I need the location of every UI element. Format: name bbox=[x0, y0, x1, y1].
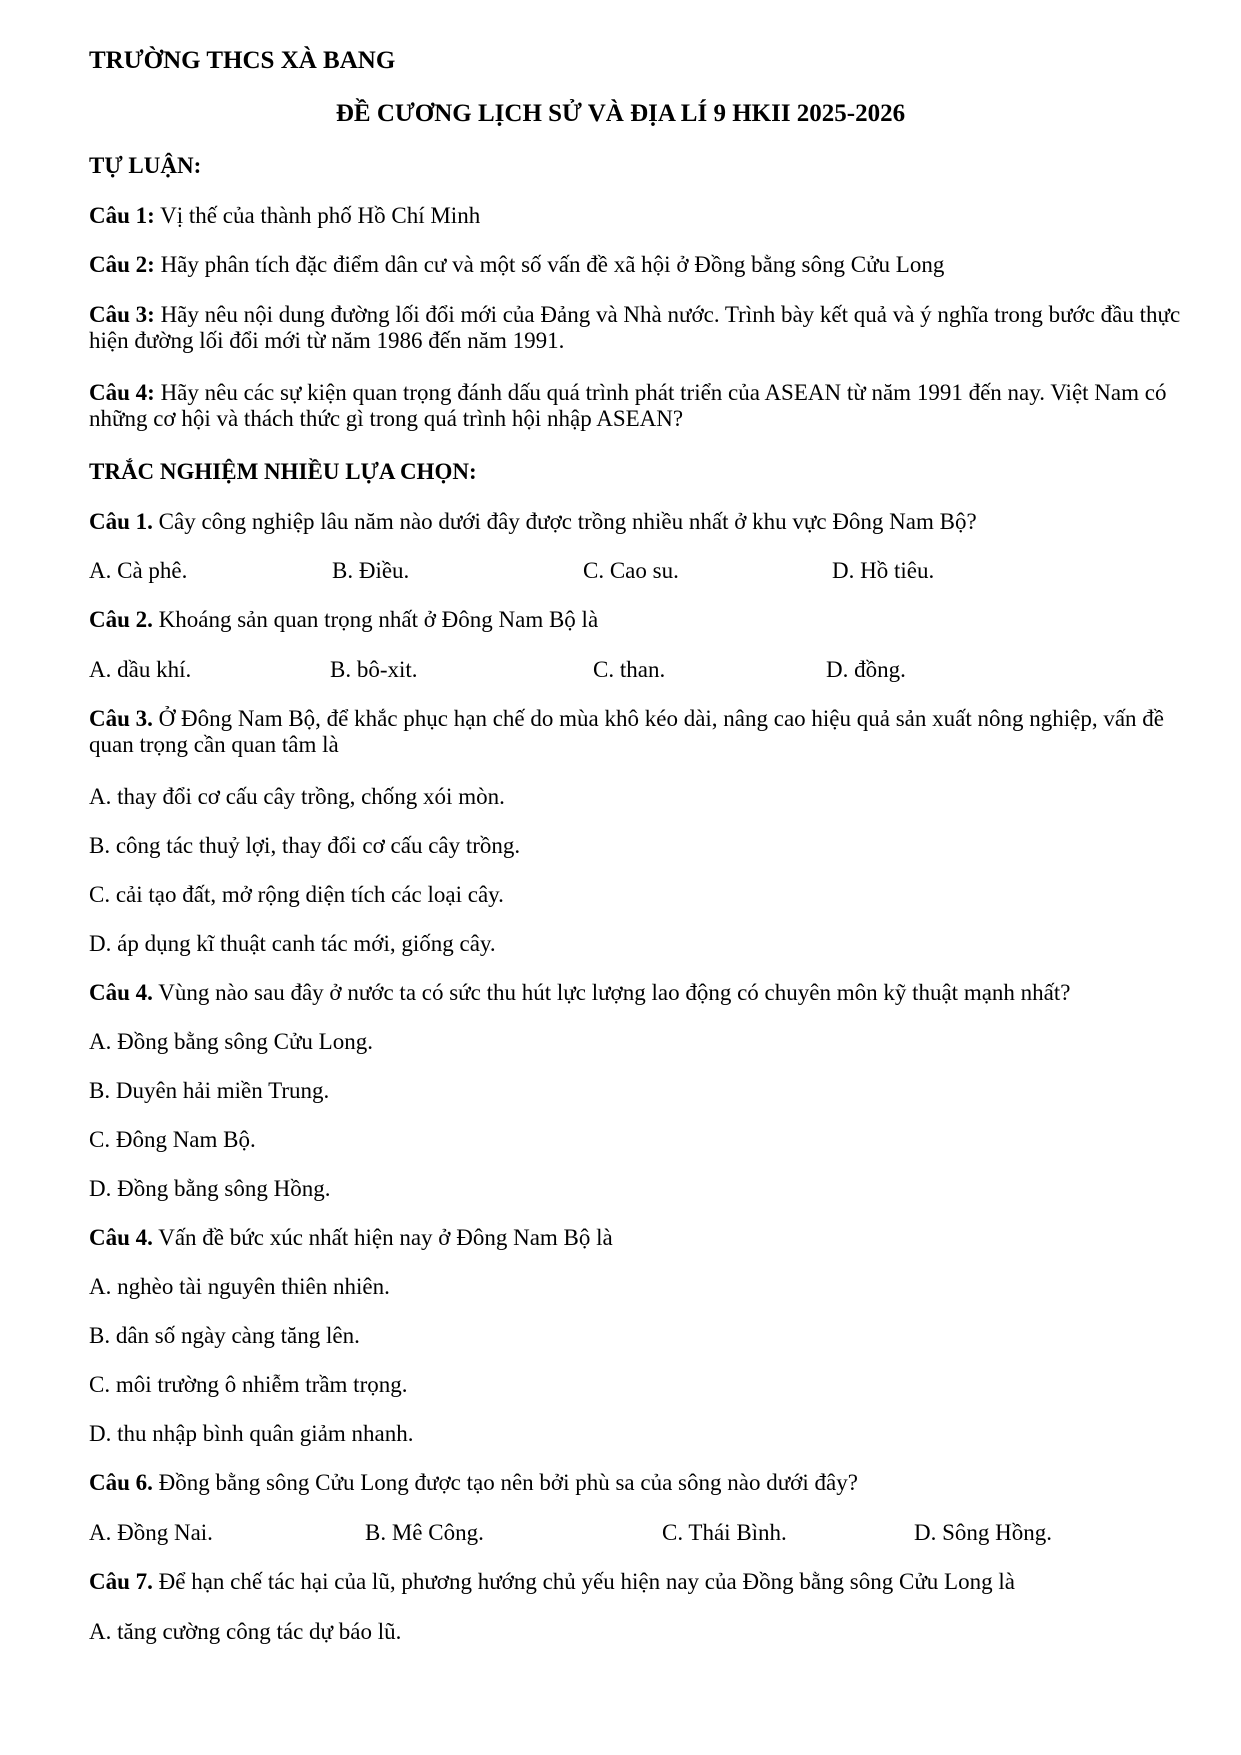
mcq-question bbox=[89, 509, 977, 535]
answer-option: A. Đồng Nai. bbox=[89, 1520, 213, 1545]
answer-option: C. than. bbox=[593, 657, 666, 682]
mcq-question bbox=[89, 607, 598, 633]
question-text: Ở Đông Nam Bộ, để khắc phục hạn chế do mùa khô kéo dài, nâng cao hiệu quả sản xuất nông nghiệp, vấn đề quan trọng cần quan tâm là bbox=[89, 706, 1164, 757]
question-text: Hãy nêu các sự kiện quan trọng đánh dấu quá trình phát triển của ASEAN từ năm 1991 đến nay. Việt Nam có những cơ hội và thách thức gì trong quá trình hội nhập ASEAN? bbox=[89, 380, 1167, 431]
question-label: Câu 4. bbox=[89, 980, 153, 1005]
answer-option: A. nghèo tài nguyên thiên nhiên. bbox=[89, 1274, 390, 1299]
answer-option: D. đồng. bbox=[826, 657, 906, 682]
answer-option: A. thay đổi cơ cấu cây trồng, chống xói mòn. bbox=[89, 784, 505, 809]
answer-option: D. Hồ tiêu. bbox=[832, 558, 935, 583]
essay-heading: TỰ LUẬN: bbox=[89, 153, 202, 178]
mcq-question bbox=[89, 1470, 858, 1496]
answer-option: B. bô-xit. bbox=[330, 657, 418, 682]
answer-option: B. Điều. bbox=[332, 558, 410, 583]
question-text: Để hạn chế tác hại của lũ, phương hướng chủ yếu hiện nay của Đồng bằng sông Cửu Long là bbox=[152, 1569, 1015, 1594]
question-text: Đồng bằng sông Cửu Long được tạo nên bởi phù sa của sông nào dưới đây? bbox=[152, 1470, 858, 1495]
answer-option: B. Mê Công. bbox=[365, 1520, 484, 1545]
essay-question bbox=[89, 203, 480, 229]
answer-option: C. Thái Bình. bbox=[662, 1520, 787, 1545]
essay-question bbox=[89, 302, 1189, 354]
document-title: ĐỀ CƯƠNG LỊCH SỬ VÀ ĐỊA LÍ 9 HKII 2025-2026 bbox=[335, 100, 906, 127]
question-label: Câu 2. bbox=[89, 607, 153, 632]
answer-option: C. cải tạo đất, mở rộng diện tích các loại cây. bbox=[89, 882, 504, 907]
answer-option: B. dân số ngày càng tăng lên. bbox=[89, 1323, 360, 1348]
question-label: Câu 4. bbox=[89, 1225, 153, 1250]
question-label: Câu 3: bbox=[89, 302, 155, 327]
answer-option: A. tăng cường công tác dự báo lũ. bbox=[89, 1619, 402, 1644]
question-label: Câu 3. bbox=[89, 706, 153, 731]
school-name: TRƯỜNG THCS XÀ BANG bbox=[89, 47, 396, 74]
answer-option: D. thu nhập bình quân giảm nhanh. bbox=[89, 1421, 414, 1446]
essay-question bbox=[89, 380, 1189, 432]
question-text: Vị thế của thành phố Hồ Chí Minh bbox=[154, 203, 481, 228]
answer-option: A. dầu khí. bbox=[89, 657, 192, 682]
question-label: Câu 1: bbox=[89, 203, 155, 228]
answer-option: D. áp dụng kĩ thuật canh tác mới, giống cây. bbox=[89, 931, 496, 956]
mcq-question bbox=[89, 706, 1189, 758]
answer-option: D. Sông Hồng. bbox=[914, 1520, 1053, 1545]
answer-option: C. môi trường ô nhiễm trầm trọng. bbox=[89, 1372, 408, 1397]
question-text: Cây công nghiệp lâu năm nào dưới đây được trồng nhiều nhất ở khu vực Đông Nam Bộ? bbox=[152, 509, 977, 534]
mcq-question bbox=[89, 980, 1070, 1006]
essay-question bbox=[89, 252, 944, 278]
mcq-question bbox=[89, 1569, 1015, 1595]
question-text: Hãy nêu nội dung đường lối đổi mới của Đảng và Nhà nước. Trình bày kết quả và ý nghĩa trong bước đầu thực hiện đường lối đổi mới từ năm 1986 đến năm 1991. bbox=[89, 302, 1181, 353]
answer-option: C. Đông Nam Bộ. bbox=[89, 1127, 256, 1152]
mcq-heading: TRẮC NGHIỆM NHIỀU LỰA CHỌN: bbox=[89, 459, 477, 484]
question-label: Câu 7. bbox=[89, 1569, 153, 1594]
answer-option: A. Đồng bằng sông Cửu Long. bbox=[89, 1029, 373, 1054]
answer-option: B. Duyên hải miền Trung. bbox=[89, 1078, 330, 1103]
answer-option: D. Đồng bằng sông Hồng. bbox=[89, 1176, 331, 1201]
question-label: Câu 4: bbox=[89, 380, 155, 405]
question-label: Câu 6. bbox=[89, 1470, 153, 1495]
mcq-question bbox=[89, 1225, 613, 1251]
question-label: Câu 2: bbox=[89, 252, 155, 277]
question-text: Vấn đề bức xúc nhất hiện nay ở Đông Nam Bộ là bbox=[152, 1225, 613, 1250]
question-text: Hãy phân tích đặc điểm dân cư và một số vấn đề xã hội ở Đồng bằng sông Cửu Long bbox=[154, 252, 945, 277]
answer-option: A. Cà phê. bbox=[89, 558, 188, 583]
question-label: Câu 1. bbox=[89, 509, 153, 534]
question-text: Vùng nào sau đây ở nước ta có sức thu hút lực lượng lao động có chuyên môn kỹ thuật mạnh nhất? bbox=[152, 980, 1071, 1005]
question-text: Khoáng sản quan trọng nhất ở Đông Nam Bộ là bbox=[152, 607, 599, 632]
answer-option: C. Cao su. bbox=[583, 558, 679, 583]
answer-option: B. công tác thuỷ lợi, thay đổi cơ cấu cây trồng. bbox=[89, 833, 521, 858]
